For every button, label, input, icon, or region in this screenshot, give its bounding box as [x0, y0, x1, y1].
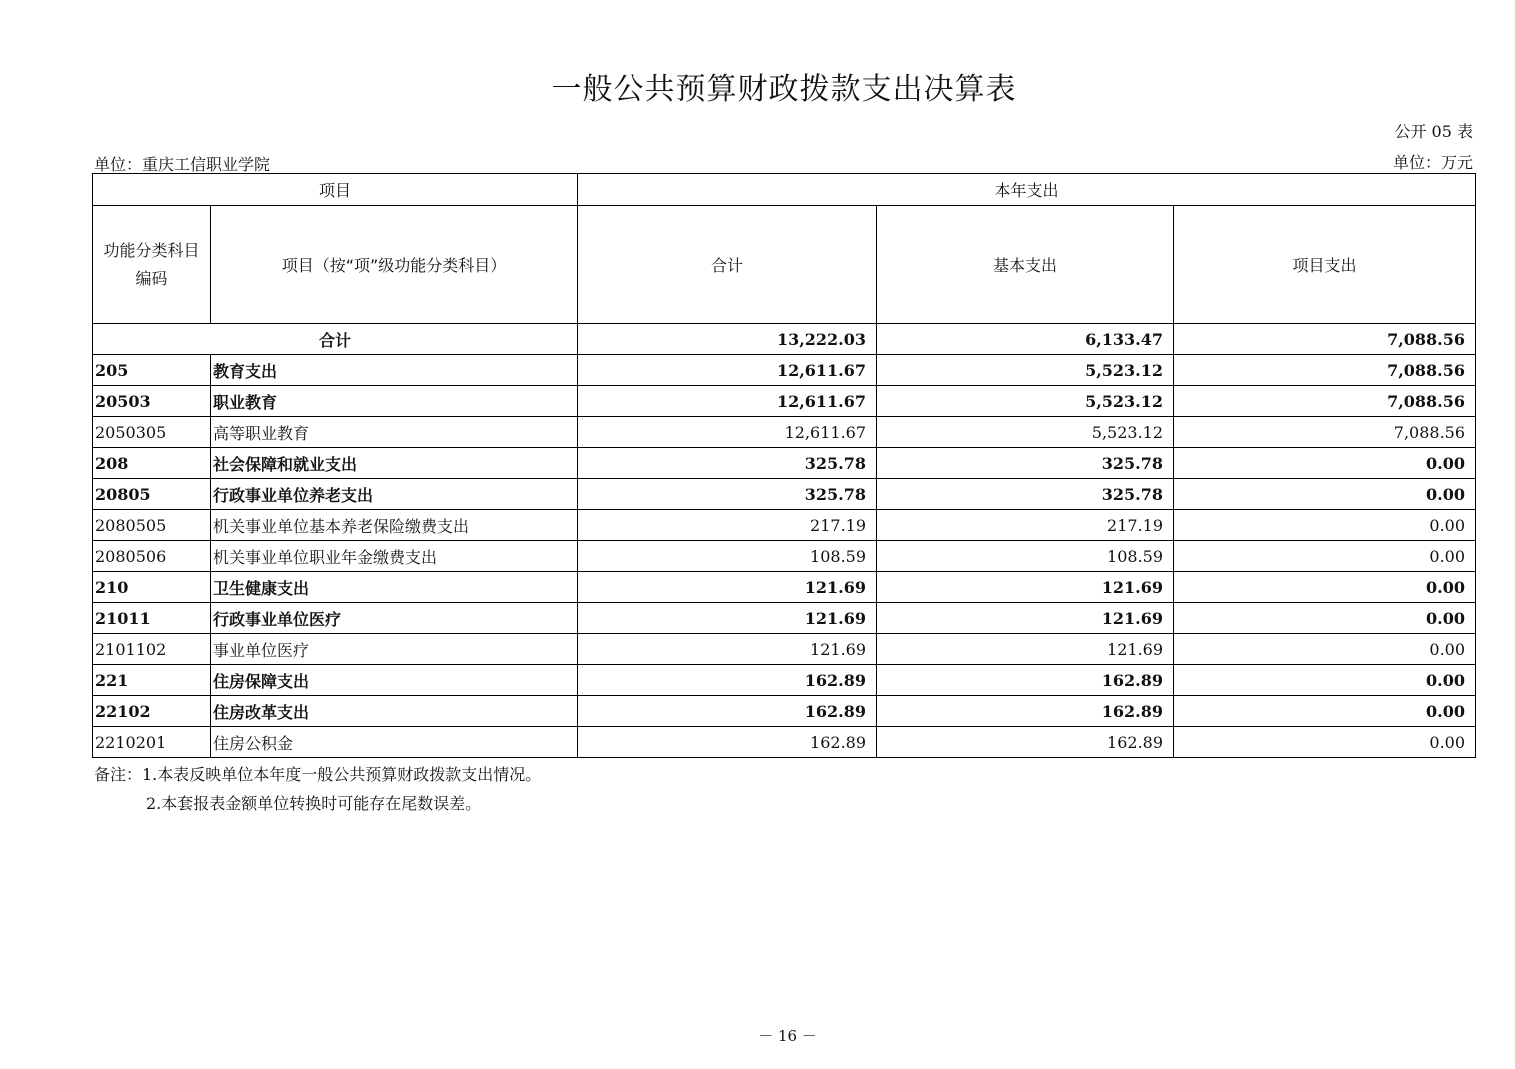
row-code: 2080506	[93, 541, 211, 572]
row-basic: 5,523.12	[877, 386, 1174, 417]
row-project: 7,088.56	[1174, 417, 1476, 448]
row-basic: 162.89	[877, 665, 1174, 696]
header-code: 功能分类科目编码	[93, 206, 211, 324]
row-basic: 325.78	[877, 448, 1174, 479]
row-name: 事业单位医疗	[211, 634, 578, 665]
row-project: 0.00	[1174, 448, 1476, 479]
table-row	[93, 665, 1476, 696]
row-basic: 108.59	[877, 541, 1174, 572]
currency-unit: 单位：万元	[1392, 153, 1473, 172]
row-code: 2210201	[93, 727, 211, 758]
row-code: 2050305	[93, 417, 211, 448]
row-name: 职业教育	[211, 386, 578, 417]
total-label: 合计	[93, 324, 578, 355]
table-row	[93, 572, 1476, 603]
row-total: 108.59	[578, 541, 877, 572]
row-name: 机关事业单位基本养老保险缴费支出	[211, 510, 578, 541]
row-total: 121.69	[578, 603, 877, 634]
expenditure-table	[92, 173, 1476, 758]
row-code: 208	[93, 448, 211, 479]
row-name: 行政事业单位养老支出	[211, 479, 578, 510]
row-total: 121.69	[578, 634, 877, 665]
table-row	[93, 386, 1476, 417]
row-basic: 162.89	[877, 727, 1174, 758]
row-total: 12,611.67	[578, 355, 877, 386]
form-number: 公开 05 表	[1394, 122, 1473, 141]
row-basic: 5,523.12	[877, 355, 1174, 386]
row-total: 12,611.67	[578, 417, 877, 448]
row-code: 2101102	[93, 634, 211, 665]
page-title: 一般公共预算财政拨款支出决算表	[551, 72, 1017, 107]
total-basic: 6,133.47	[877, 324, 1174, 355]
row-total: 162.89	[578, 665, 877, 696]
table-row	[93, 603, 1476, 634]
row-code: 22102	[93, 696, 211, 727]
table-row	[93, 355, 1476, 386]
table-row	[93, 510, 1476, 541]
total-row	[93, 324, 1476, 355]
row-project: 7,088.56	[1174, 355, 1476, 386]
reporting-unit: 单位：重庆工信职业学院	[94, 155, 271, 174]
row-project: 0.00	[1174, 696, 1476, 727]
row-code: 20805	[93, 479, 211, 510]
header-project: 项目支出	[1174, 206, 1476, 324]
row-project: 0.00	[1174, 572, 1476, 603]
page-number: － 16 －	[758, 1027, 817, 1045]
table-row	[93, 417, 1476, 448]
row-project: 0.00	[1174, 541, 1476, 572]
row-total: 162.89	[578, 696, 877, 727]
row-name: 住房改革支出	[211, 696, 578, 727]
row-basic: 121.69	[877, 634, 1174, 665]
row-basic: 325.78	[877, 479, 1174, 510]
row-name: 机关事业单位职业年金缴费支出	[211, 541, 578, 572]
row-code: 210	[93, 572, 211, 603]
table-row	[93, 541, 1476, 572]
table-row	[93, 479, 1476, 510]
table-row	[93, 696, 1476, 727]
row-code: 2080505	[93, 510, 211, 541]
row-project: 0.00	[1174, 665, 1476, 696]
notes	[94, 760, 541, 818]
row-total: 325.78	[578, 448, 877, 479]
header-name: 项目（按“项”级功能分类科目）	[211, 206, 578, 324]
row-total: 162.89	[578, 727, 877, 758]
row-name: 卫生健康支出	[211, 572, 578, 603]
header-item: 项目	[93, 174, 578, 206]
header-total: 合计	[578, 206, 877, 324]
row-name: 高等职业教育	[211, 417, 578, 448]
header-basic: 基本支出	[877, 206, 1174, 324]
row-project: 0.00	[1174, 510, 1476, 541]
row-total: 325.78	[578, 479, 877, 510]
row-basic: 162.89	[877, 696, 1174, 727]
row-code: 221	[93, 665, 211, 696]
header-current-year: 本年支出	[578, 174, 1476, 206]
row-code: 205	[93, 355, 211, 386]
row-name: 教育支出	[211, 355, 578, 386]
row-project: 7,088.56	[1174, 386, 1476, 417]
row-basic: 5,523.12	[877, 417, 1174, 448]
note-2: 2.本套报表金额单位转换时可能存在尾数误差。	[146, 794, 482, 813]
row-total: 121.69	[578, 572, 877, 603]
total-project: 7,088.56	[1174, 324, 1476, 355]
table-row	[93, 727, 1476, 758]
row-basic: 121.69	[877, 603, 1174, 634]
row-project: 0.00	[1174, 727, 1476, 758]
total-sum: 13,222.03	[578, 324, 877, 355]
row-name: 住房公积金	[211, 727, 578, 758]
note-1: 备注：1.本表反映单位本年度一般公共预算财政拨款支出情况。	[94, 765, 542, 784]
row-project: 0.00	[1174, 479, 1476, 510]
row-total: 12,611.67	[578, 386, 877, 417]
row-code: 20503	[93, 386, 211, 417]
table-row	[93, 634, 1476, 665]
row-name: 社会保障和就业支出	[211, 448, 578, 479]
row-basic: 217.19	[877, 510, 1174, 541]
table-row	[93, 448, 1476, 479]
row-basic: 121.69	[877, 572, 1174, 603]
row-code: 21011	[93, 603, 211, 634]
row-total: 217.19	[578, 510, 877, 541]
row-name: 住房保障支出	[211, 665, 578, 696]
row-project: 0.00	[1174, 634, 1476, 665]
row-project: 0.00	[1174, 603, 1476, 634]
row-name: 行政事业单位医疗	[211, 603, 578, 634]
